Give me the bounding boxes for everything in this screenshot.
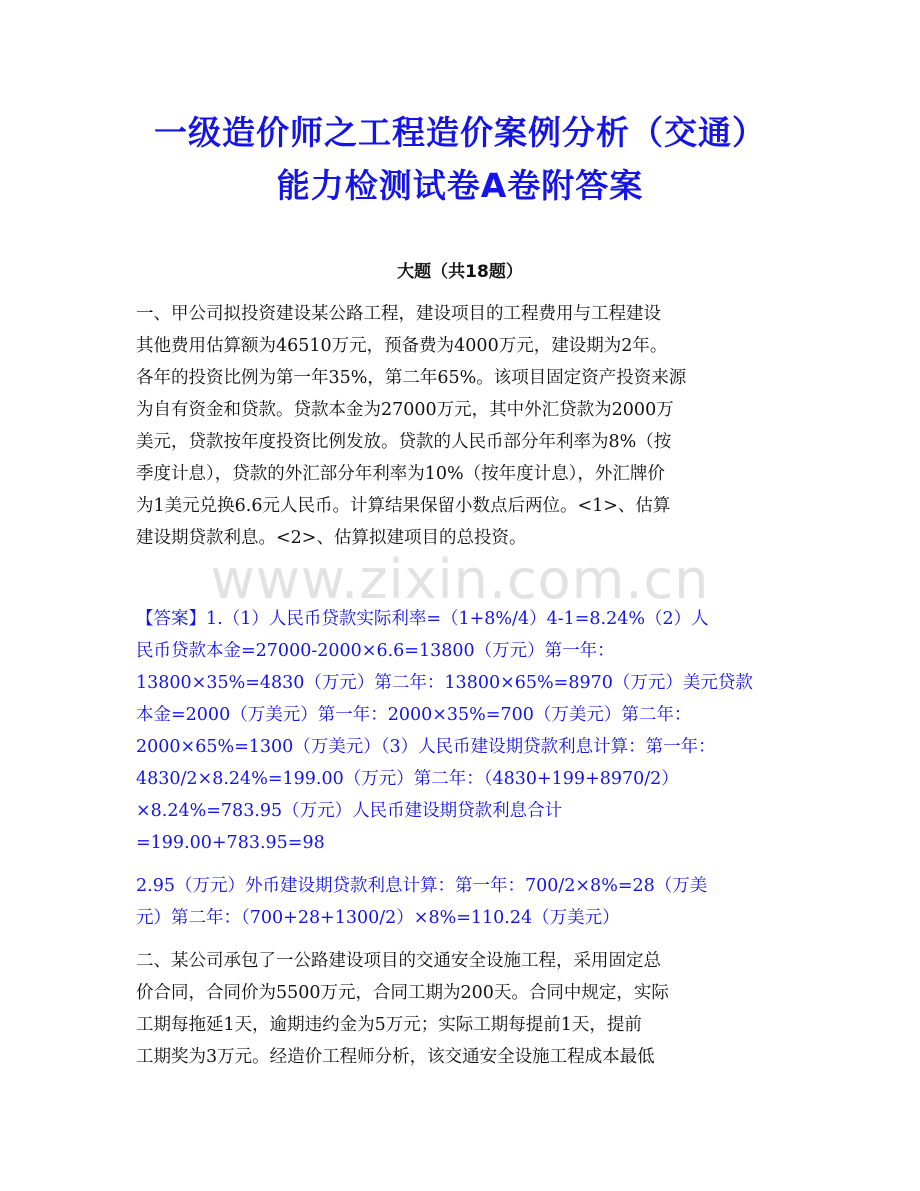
question-2-line: 工期奖为3万元。经造价工程师分析，该交通安全设施工程成本最低 xyxy=(136,1047,655,1067)
answer-1-line: 13800×35%=4830（万元）第二年：13800×65%=8970（万元）美元贷款 xyxy=(136,673,753,693)
answer-1-line: 4830/2×8.24%=199.00（万元）第二年：（4830+199+8970/2） xyxy=(136,769,679,789)
answer-1-line: =199.00+783.95=98 xyxy=(136,833,325,853)
question-2-line: 价合同，合同价为5500万元，合同工期为200天。合同中规定，实际 xyxy=(136,983,669,1003)
question-2 xyxy=(136,945,796,1073)
answer-1-continued xyxy=(136,870,796,934)
document-title-line-1: 一级造价师之工程造价案例分析（交通） xyxy=(154,113,766,152)
answer-1 xyxy=(136,603,796,859)
document-title-line-2: 能力检测试卷A卷附答案 xyxy=(276,166,644,205)
answer-1-line: ×8.24%=783.95（万元）人民币建设期贷款利息合计 xyxy=(136,801,563,821)
question-1-line: 建设期贷款利息。<2>、估算拟建项目的总投资。 xyxy=(136,528,527,548)
answer-1-continued-line: 2.95（万元）外币建设期贷款利息计算：第一年：700/2×8%=28（万美 xyxy=(136,876,708,896)
question-1-line: 美元，贷款按年度投资比例发放。贷款的人民币部分年利率为8%（按 xyxy=(136,432,672,452)
answer-1-line: 2000×65%=1300（万美元）（3）人民币建设期贷款利息计算：第一年： xyxy=(136,737,716,757)
section-heading: 大题（共18题） xyxy=(397,262,523,282)
question-1 xyxy=(136,298,796,554)
answer-1-line: 【答案】1.（1）人民币贷款实际利率=（1+8%/4）4-1=8.24%（2）人 xyxy=(136,609,709,629)
question-1-line: 为自有资金和贷款。贷款本金为27000万元，其中外汇贷款为2000万 xyxy=(136,400,674,420)
question-2-line: 二、某公司承包了一公路建设项目的交通安全设施工程，采用固定总 xyxy=(136,951,661,971)
watermark: www.zixin.com.cn xyxy=(210,548,710,611)
question-1-line: 为1美元兑换6.6元人民币。计算结果保留小数点后两位。<1>、估算 xyxy=(136,496,671,516)
answer-1-line: 本金=2000（万美元）第一年：2000×35%=700（万美元）第二年： xyxy=(136,705,692,725)
answer-1-continued-line: 元）第二年：（700+28+1300/2）×8%=110.24（万美元） xyxy=(136,908,620,928)
answer-1-line: 民币贷款本金=27000-2000×6.6=13800（万元）第一年： xyxy=(136,641,615,661)
question-2-line: 工期每拖延1天，逾期违约金为5万元；实际工期每提前1天，提前 xyxy=(136,1015,642,1035)
question-1-line: 季度计息），贷款的外汇部分年利率为10%（按年度计息），外汇牌价 xyxy=(136,464,665,484)
question-1-line: 各年的投资比例为第一年35%，第二年65%。该项目固定资产投资来源 xyxy=(136,368,687,388)
question-1-line: 其他费用估算额为46510万元，预备费为4000万元，建设期为2年。 xyxy=(136,336,668,356)
question-1-line: 一、甲公司拟投资建设某公路工程，建设项目的工程费用与工程建设 xyxy=(136,304,661,324)
